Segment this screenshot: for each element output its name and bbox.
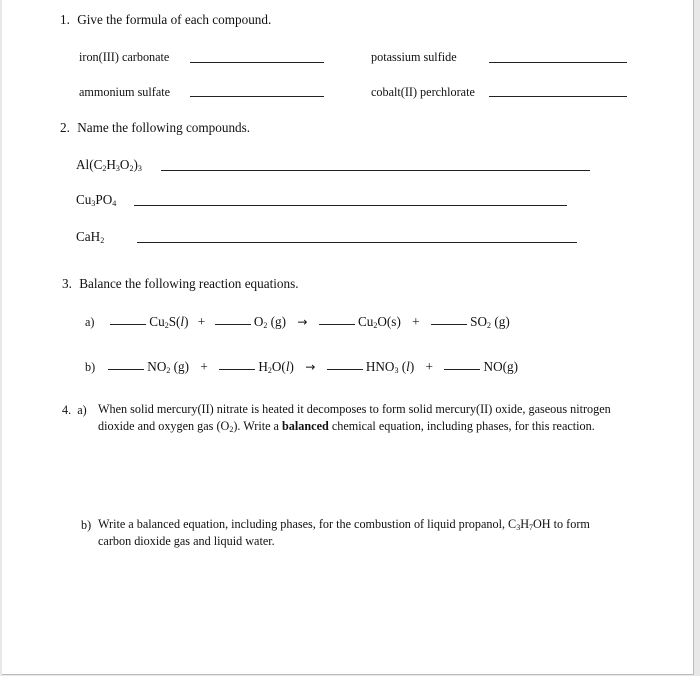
- q4-a-line-1: When solid mercury(II) nitrate is heated it decomposes to form solid mercury(II) oxide, gaseous nitrogen: [98, 402, 611, 416]
- q2-compound-copper-phosphate: $Cu_3PO_4$: [76, 192, 117, 208]
- q1-prompt: Give the formula of each compound.: [77, 12, 272, 27]
- coefficient-blank-a1[interactable]: [110, 324, 146, 325]
- q2-number: 2.: [60, 120, 70, 135]
- coefficient-blank-b3[interactable]: [327, 369, 363, 370]
- coefficient-blank-a3[interactable]: [319, 324, 355, 325]
- q2-answer-blank-3[interactable]: [137, 242, 577, 243]
- q4-b-line-1: Write a balanced equation, including phases, for the combustion of liquid propanol, $C_3H_7OH$ to form: [98, 517, 590, 532]
- q3-equation-a-label: a): [85, 315, 95, 329]
- q2-compound-calcium-hydride: CaH$_2$: [76, 229, 105, 245]
- q1-heading: [60, 13, 271, 27]
- reactant-cu2s: $Cu_2S(l)$: [149, 314, 189, 330]
- q3-prompt: Balance the following reaction equations.: [79, 276, 299, 291]
- coefficient-blank-a2[interactable]: [215, 324, 251, 325]
- reaction-arrow-icon: →: [297, 315, 308, 329]
- q1-item-ammonium-sulfate: ammonium sulfate: [79, 85, 171, 99]
- q1-answer-blank-4[interactable]: [489, 96, 627, 97]
- q1-item-potassium-sulfide: potassium sulfide: [371, 50, 457, 64]
- coefficient-blank-b1[interactable]: [108, 369, 144, 370]
- q1-answer-blank-2[interactable]: [489, 62, 627, 63]
- reactant-no2: $NO_2$ (g): [147, 359, 190, 375]
- q3-number: 3.: [62, 276, 72, 291]
- q2-answer-blank-1[interactable]: [161, 170, 590, 171]
- q4-a-line-2: dioxide and oxygen gas $(O_2)$. Write a balanced chemical equation, including phases, for this reaction.: [98, 419, 595, 434]
- q1-answer-blank-1[interactable]: [190, 62, 324, 63]
- q4-b-prompt: [98, 516, 658, 550]
- q1-answer-blank-3[interactable]: [190, 96, 324, 97]
- q3-equation-b: [108, 360, 518, 374]
- reactant-o2: $O_2$ (g): [253, 314, 287, 330]
- product-cu2o: $Cu_2O(s)$: [358, 314, 401, 330]
- q3-equation-b-label: b): [85, 360, 96, 374]
- plus-sign: +: [412, 314, 420, 329]
- q4-heading: [62, 403, 87, 417]
- plus-sign: +: [425, 359, 433, 374]
- q4-a-label: a): [77, 403, 87, 417]
- q4-number: 4.: [62, 403, 72, 417]
- coefficient-blank-a4[interactable]: [431, 324, 467, 325]
- q3-equation-a: [110, 315, 510, 329]
- plus-sign: +: [200, 359, 208, 374]
- q1-item-cobalt-ii-perchlorate: cobalt(II) perchlorate: [371, 85, 475, 99]
- q2-prompt: Name the following compounds.: [77, 120, 251, 135]
- q4-a-prompt: [98, 401, 658, 435]
- q3-heading: [62, 277, 299, 291]
- product-hno3: $HNO_3$ (l): [365, 359, 415, 375]
- reaction-arrow-icon: →: [305, 360, 316, 374]
- product-no: NO(g): [483, 359, 518, 374]
- q2-heading: [60, 121, 250, 135]
- coefficient-blank-b4[interactable]: [444, 369, 480, 370]
- q1-item-iron-iii-carbonate: iron(III) carbonate: [79, 50, 170, 64]
- q4-b-line-2: carbon dioxide gas and liquid water.: [98, 534, 275, 548]
- q2-compound-aluminum-acetate: $Al(C_2H_3O_2)_3$: [76, 157, 142, 173]
- worksheet-page: [2, 0, 694, 675]
- coefficient-blank-b2[interactable]: [219, 369, 255, 370]
- reactant-h2o: $H_2O(l)$: [258, 359, 294, 375]
- q1-number: 1.: [60, 12, 70, 27]
- product-so2: $SO_2$ (g): [470, 314, 510, 330]
- q4-b-label: b): [81, 518, 92, 532]
- plus-sign: +: [197, 314, 206, 329]
- q2-answer-blank-2[interactable]: [134, 205, 567, 206]
